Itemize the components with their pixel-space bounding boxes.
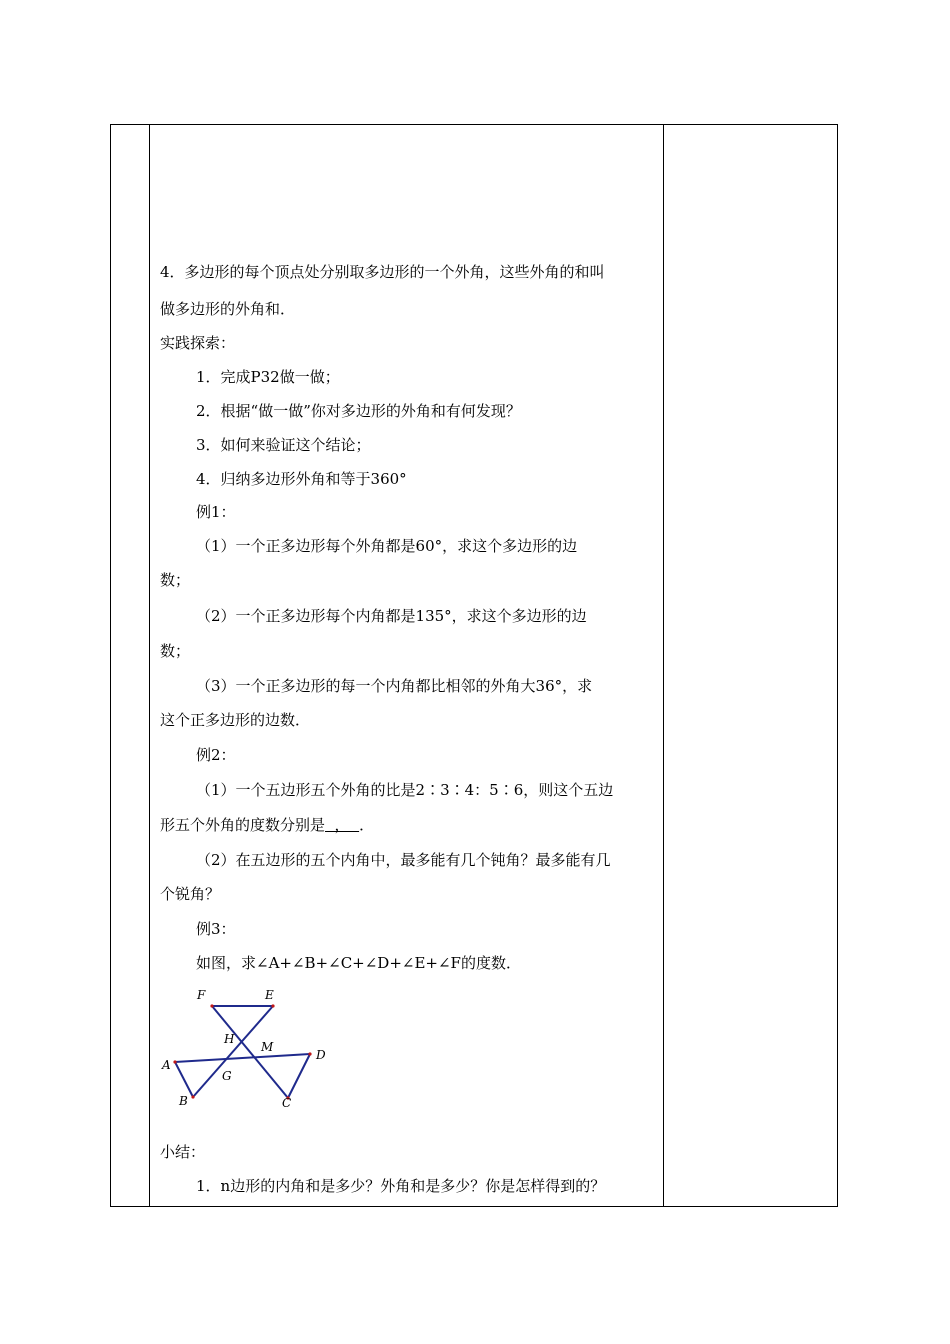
label-a: A (162, 1058, 171, 1072)
segment-ab (175, 1062, 193, 1097)
example-2-q1-line-2 (160, 815, 374, 835)
label-h: H (224, 1032, 235, 1046)
practice-title: 实践探索： (160, 334, 236, 352)
summary-item-1: 1．n边形的内角和是多少？外角和是多少？你是怎样得到的？ (196, 1177, 606, 1195)
label-f: F (197, 988, 206, 1002)
column-divider-right (663, 125, 664, 1206)
label-g: G (222, 1069, 232, 1083)
example-2-q2-line-1: （2）在五边形的五个内角中，最多能有几个钝角？最多能有几 (196, 851, 611, 869)
example-1-q1-line-1: （1）一个正多边形每个外角都是60°，求这个多边形的边 (196, 537, 578, 555)
point-4-line-1: 4．多边形的每个顶点处分别取多边形的一个外角，这些外角的和叫 (160, 263, 605, 281)
summary-title: 小结： (160, 1143, 206, 1161)
example-1-q1-line-2: 数； (160, 571, 191, 589)
segment-fc (212, 1006, 288, 1098)
example-1-q2-line-1: （2）一个正多边形每个内角都是135°，求这个多边形的边 (196, 607, 587, 625)
example-3-title: 例3： (196, 920, 236, 938)
answer-blank: ， (325, 816, 360, 834)
point-4-line-2: 做多边形的外角和． (160, 300, 296, 318)
step-2: 2．根据“做一做”你对多边形的外角和有何发现？ (196, 402, 521, 420)
segment-dc (288, 1054, 310, 1098)
step-4: 4．归纳多边形外角和等于360° (196, 470, 407, 488)
example-2-q1-suffix: ． (359, 816, 375, 834)
example-1-title: 例1： (196, 503, 236, 521)
label-d: D (316, 1048, 326, 1062)
point-b (191, 1095, 194, 1098)
example-1-q3-line-2: 这个正多边形的边数． (160, 711, 311, 729)
example-1-q3-line-1: （3）一个正多边形的每一个内角都比相邻的外角大36°，求 (196, 677, 593, 695)
segment-ad (175, 1054, 310, 1062)
label-e: E (265, 988, 274, 1002)
point-e (271, 1004, 274, 1007)
point-a (173, 1060, 176, 1063)
step-3: 3．如何来验证这个结论； (196, 436, 371, 454)
example-3-question: 如图，求∠A+∠B+∠C+∠D+∠E+∠F的度数． (196, 954, 521, 972)
label-m: M (261, 1040, 274, 1054)
step-1: 1．完成P32做一做； (196, 368, 340, 386)
point-f (210, 1004, 213, 1007)
example-2-q1-prefix: 形五个外角的度数分别是 (160, 816, 326, 834)
label-c: C (282, 1096, 292, 1110)
geometry-figure (155, 980, 345, 1115)
example-2-title: 例2： (196, 746, 236, 764)
example-2-q2-line-2: 个锐角？ (160, 885, 221, 903)
example-1-q2-line-2: 数； (160, 642, 191, 660)
column-divider-left (149, 125, 150, 1206)
label-b: B (179, 1094, 188, 1108)
point-d (308, 1052, 311, 1055)
example-2-q1-line-1: （1）一个五边形五个外角的比是2∶3∶4：5∶6，则这个五边 (196, 781, 614, 799)
